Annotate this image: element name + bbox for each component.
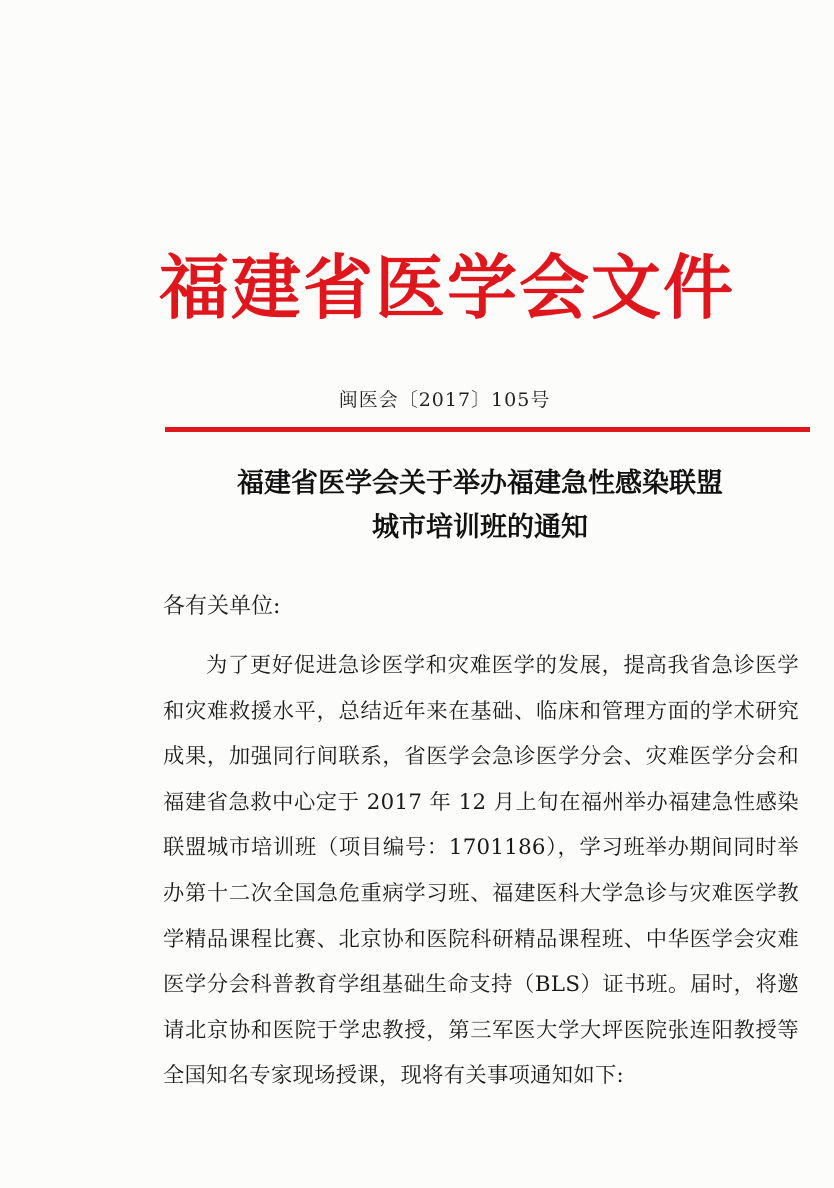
red-divider-rule: [165, 427, 810, 432]
notice-body-paragraph: 为了更好促进急诊医学和灾难医学的发展，提高我省急诊医学和灾难救援水平，总结近年来在基础、临床和管理方面的学术研究成果，加强同行间联系，省医学会急诊医学分会、灾难医学分会和福建省急救中心定于 2017 年 12 月上旬在福州举办福建急性感染联盟城市培训班（项目编号：1701186），学习班举办期间同时举办第十二次全国急危重病学习班、福建医科大学急诊与灾难医学教学精品课程比赛、北京协和医院科研精品课程班、中华医学会灾难医学分会科普教育学组基础生命支持（BLS）证书班。届时，将邀请北京协和医院于学忠教授，第三军医大学大坪医院张连阳教授等全国知名专家现场授课，现将有关事项通知如下:: [163, 653, 799, 1089]
notice-title: [160, 462, 800, 550]
salutation: 各有关单位:: [163, 594, 281, 619]
org-header-title: 福建省医学会文件: [159, 246, 735, 329]
document-number: 闽医会〔2017〕105号: [338, 389, 551, 411]
notice-title-line-1: 福建省医学会关于举办福建急性感染联盟: [237, 468, 723, 499]
notice-title-line-2: 城市培训班的通知: [372, 512, 588, 543]
